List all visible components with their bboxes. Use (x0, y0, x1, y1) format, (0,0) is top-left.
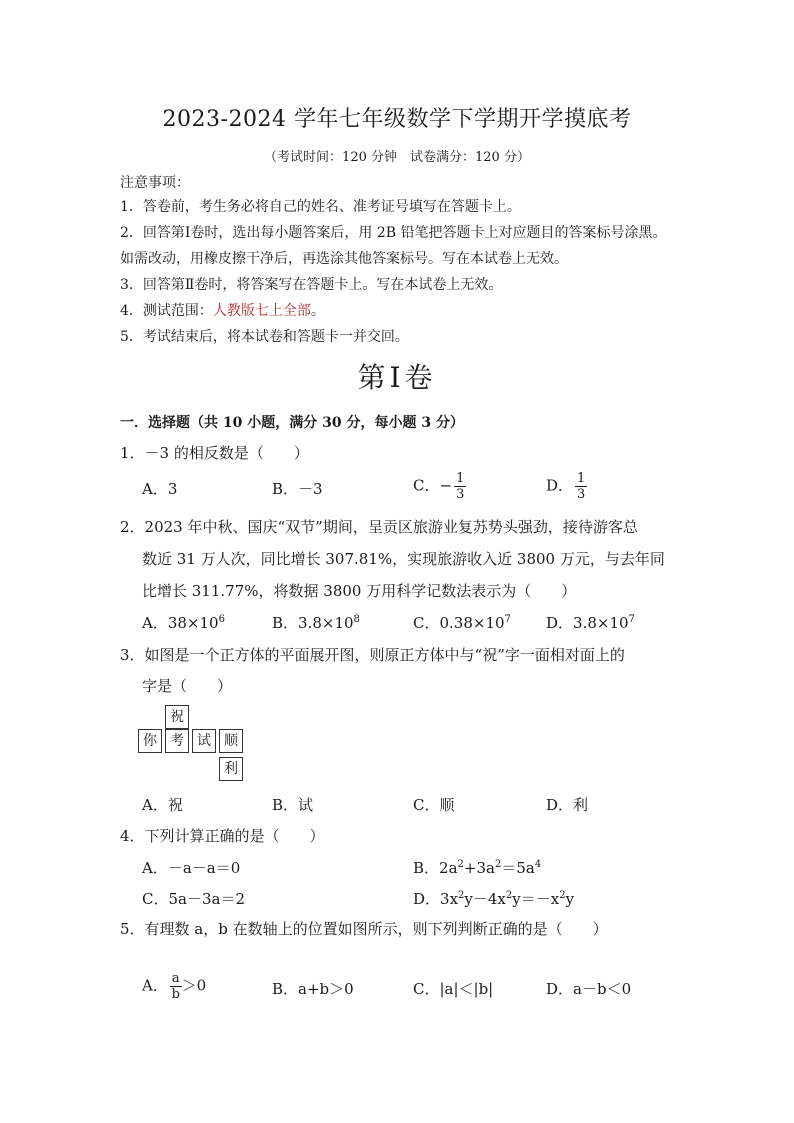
note-item-3: 3．回答第Ⅱ卷时，将答案写在答题卡上。写在本试卷上无效。 (120, 277, 503, 293)
q4-d-exp: 2 (505, 890, 513, 901)
q2-option-d-base: D．3.8×10 (546, 614, 629, 632)
q4-d-exp: 2 (559, 890, 566, 901)
q2-option-a-exp: 6 (218, 614, 225, 625)
q4-b-exp: 2 (494, 859, 502, 870)
note-item-5: 5．考试结束后，将本试卷和答题卡一并交回。 (120, 329, 409, 345)
q5-option-a-label: A． (142, 976, 168, 995)
q2-option-b-base: B．3.8×10 (272, 614, 354, 632)
q5-option-b: B．a+b＞0 (272, 980, 354, 998)
q4-stem: 4．下列计算正确的是（ ） (120, 827, 325, 845)
q1-option-c-fraction (454, 472, 466, 501)
q2-option-b (272, 612, 360, 633)
q2-option-c (413, 612, 511, 633)
note-item-4 (120, 300, 325, 320)
q2-option-c-base: C．0.38×10 (413, 614, 505, 632)
q4-b-part: B．2a (413, 859, 458, 877)
q1-option-b: B．－3 (272, 480, 323, 498)
q4-b-part: +3a (463, 859, 495, 877)
q4-d-part: y－4x (464, 890, 506, 908)
q1-option-c (413, 472, 466, 501)
note-item-2-cont: 如需改动，用橡皮擦干净后，再选涂其他答案标号。写在本试卷上无效。 (120, 251, 568, 267)
fraction-numerator: 1 (456, 471, 465, 486)
notes-heading: 注意事项： (120, 175, 190, 191)
q4-d-part: y (565, 890, 575, 908)
net-cell-4: 顺 (219, 729, 243, 753)
q5-option-a-fraction (170, 972, 182, 1001)
q2-line-2: 数近 31 万人次，同比增长 307.81%，实现旅游收入近 3800 万元，与去年同 (142, 550, 665, 568)
q3-option-c: C．顺 (413, 796, 455, 814)
q4-b-exp: 4 (534, 859, 542, 870)
fraction-numerator: a (171, 971, 180, 986)
q2-option-a (142, 612, 225, 633)
q3-option-a: A．祝 (142, 796, 183, 814)
q4-option-c: C．5a－3a＝2 (142, 890, 245, 908)
q1-option-d-label: D． (546, 476, 574, 495)
q4-option-a: A．－a－a＝0 (142, 859, 241, 877)
cube-net-figure (138, 705, 246, 783)
net-cell-2: 考 (165, 729, 189, 753)
q3-option-b: B．试 (272, 796, 314, 814)
q2-option-a-base: A．38×10 (142, 614, 219, 632)
q5-stem: 5．有理数 a，b 在数轴上的位置如图所示，则下列判断正确的是（ ） (120, 920, 608, 938)
q1-stem: 1．－3 的相反数是（ ） (120, 444, 309, 462)
note-item-4-suffix: 。 (310, 303, 325, 319)
net-cell-1: 你 (138, 729, 162, 753)
q3-line-1: 3．如图是一个正方体的平面展开图，则原正方体中与“祝”字一面相对面上的 (120, 646, 625, 664)
q3-option-d: D．利 (546, 796, 589, 814)
note-item-2: 2．回答第Ⅰ卷时，选出每小题答案后，用 2B 铅笔把答题卡上对应题目的答案标号涂黑。 (120, 225, 667, 241)
q2-option-d (546, 612, 635, 633)
q4-option-b (413, 857, 541, 878)
q1-option-c-label: C． (413, 476, 440, 495)
q1-option-d-fraction (575, 472, 587, 501)
q2-option-d-exp: 7 (628, 614, 635, 625)
q4-option-d (413, 888, 574, 909)
net-cell-top: 祝 (165, 705, 189, 729)
q5-option-d: D．a－b＜0 (546, 980, 632, 998)
q1-option-d (546, 472, 587, 501)
q4-d-exp: 2 (458, 890, 465, 901)
note-item-4-prefix: 4．测试范围： (120, 303, 213, 319)
net-cell-3: 试 (192, 729, 216, 753)
note-item-1: 1．答卷前，考生务必将自己的姓名、准考证号填写在答题卡上。 (120, 199, 521, 215)
fraction-denominator: b (171, 987, 180, 1002)
q5-option-a (142, 972, 206, 1001)
fraction-denominator: 3 (456, 487, 465, 502)
q3-line-2: 字是（ ） (142, 677, 233, 695)
q1-option-a: A．3 (142, 480, 178, 498)
fraction-numerator: 1 (577, 471, 586, 486)
q2-line-3: 比增长 311.77%，将数据 3800 万用科学记数法表示为（ ） (142, 582, 577, 600)
exam-title: 2023-2024 学年七年级数学下学期开学摸底考 (162, 107, 632, 132)
test-range: 人教版七上全部 (212, 303, 311, 319)
section-title: 第Ⅰ卷 (357, 361, 437, 394)
q2-line-1: 2．2023 年中秋、国庆“双节”期间，呈贡区旅游业复苏势头强劲，接待游客总 (120, 518, 638, 536)
net-cell-bottom: 利 (219, 757, 243, 781)
q4-d-part: D．3x (413, 890, 459, 908)
section-heading: 一．选择题（共 10 小题，满分 30 分，每小题 3 分） (120, 415, 464, 431)
fraction-denominator: 3 (577, 487, 586, 502)
q4-b-exp: 2 (457, 859, 464, 870)
q4-d-part: y＝－x (512, 890, 560, 908)
exam-subtitle: （考试时间：120 分钟 试卷满分：120 分） (264, 150, 530, 165)
q2-option-b-exp: 8 (353, 614, 360, 625)
q4-b-part: ＝5a (501, 859, 535, 877)
q5-option-a-relation: ＞0 (181, 976, 207, 995)
q2-option-c-exp: 7 (504, 614, 511, 625)
q5-option-c: C．|a|＜|b| (413, 980, 494, 998)
q1-option-c-sign: − (439, 476, 453, 495)
